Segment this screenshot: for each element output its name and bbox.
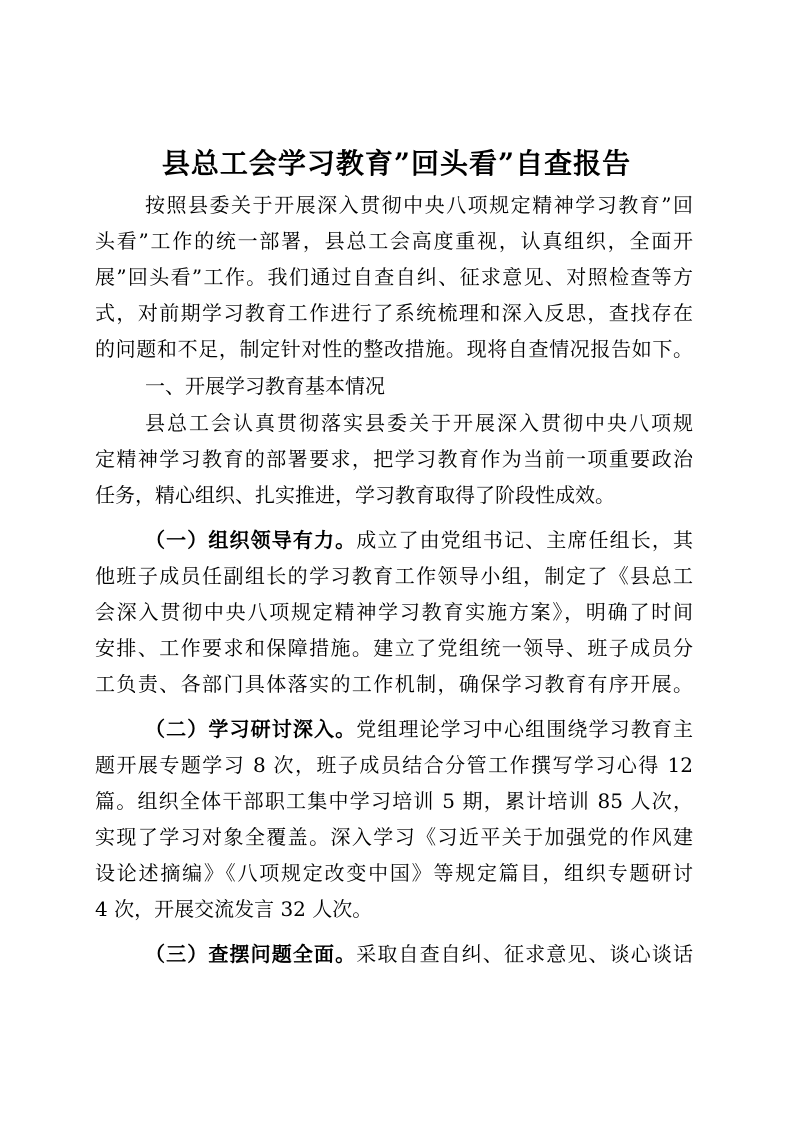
item-text: 采取自查自纠、征求意见、谈心谈话: [356, 942, 694, 966]
document-title: 县总工会学习教育”回头看”自查报告: [161, 147, 632, 180]
item-line: 会深入贯彻中央八项规定精神学习教育实施方案》，明确了时间: [95, 600, 693, 624]
section-paragraph-line: 任务，精心组织、扎实推进，学习教育取得了阶段性成效。: [95, 483, 615, 507]
item-line: 设论述摘编》《八项规定改变中国》等规定篇目，组织专题研讨: [95, 861, 693, 885]
item-first-line: [145, 525, 693, 555]
item-label: （三）查摆问题全面。: [145, 942, 357, 966]
item-line: 题开展专题学习 8 次，班子成员结合分管工作撰写学习心得 12: [95, 753, 693, 777]
item-first-line: [145, 939, 693, 969]
item-line: 工负责、各部门具体落实的工作机制，确保学习教育有序开展。: [95, 672, 693, 696]
item-line: 他班子成员任副组长的学习教育工作领导小组，制定了《县总工: [95, 564, 693, 588]
item-text: 党组理论学习中心组围绕学习教育主: [356, 717, 694, 741]
section-paragraph-line: 定精神学习教育的部署要求，把学习教育作为当前一项重要政治: [95, 447, 693, 471]
item-line: 实现了学习对象全覆盖。深入学习《习近平关于加强党的作风建: [95, 825, 693, 849]
item-text: 成立了由党组书记、主席任组长，其: [356, 528, 694, 552]
item-first-line: [145, 714, 693, 744]
intro-line: 式，对前期学习教育工作进行了系统梳理和深入反思，查找存在: [95, 301, 693, 325]
item-line: 4 次，开展交流发言 32 人次。: [95, 897, 373, 921]
item-line: 安排、工作要求和保障措施。建立了党组统一领导、班子成员分: [95, 636, 693, 660]
item-label: （一）组织领导有力。: [145, 528, 357, 552]
intro-line: 展”回头看”工作。我们通过自查自纠、征求意见、对照检查等方: [95, 265, 693, 289]
item-label: （二）学习研讨深入。: [145, 717, 357, 741]
section-paragraph-line: 县总工会认真贯彻落实县委关于开展深入贯彻中央八项规: [145, 411, 693, 435]
section-heading: 一、开展学习教育基本情况: [145, 374, 385, 398]
item-line: 篇。组织全体干部职工集中学习培训 5 期，累计培训 85 人次，: [95, 789, 693, 813]
intro-line: 头看”工作的统一部署，县总工会高度重视，认真组织，全面开: [95, 229, 693, 253]
intro-line: 的问题和不足，制定针对性的整改措施。现将自查情况报告如下。: [95, 337, 693, 361]
intro-line: 按照县委关于开展深入贯彻中央八项规定精神学习教育”回: [145, 193, 693, 217]
